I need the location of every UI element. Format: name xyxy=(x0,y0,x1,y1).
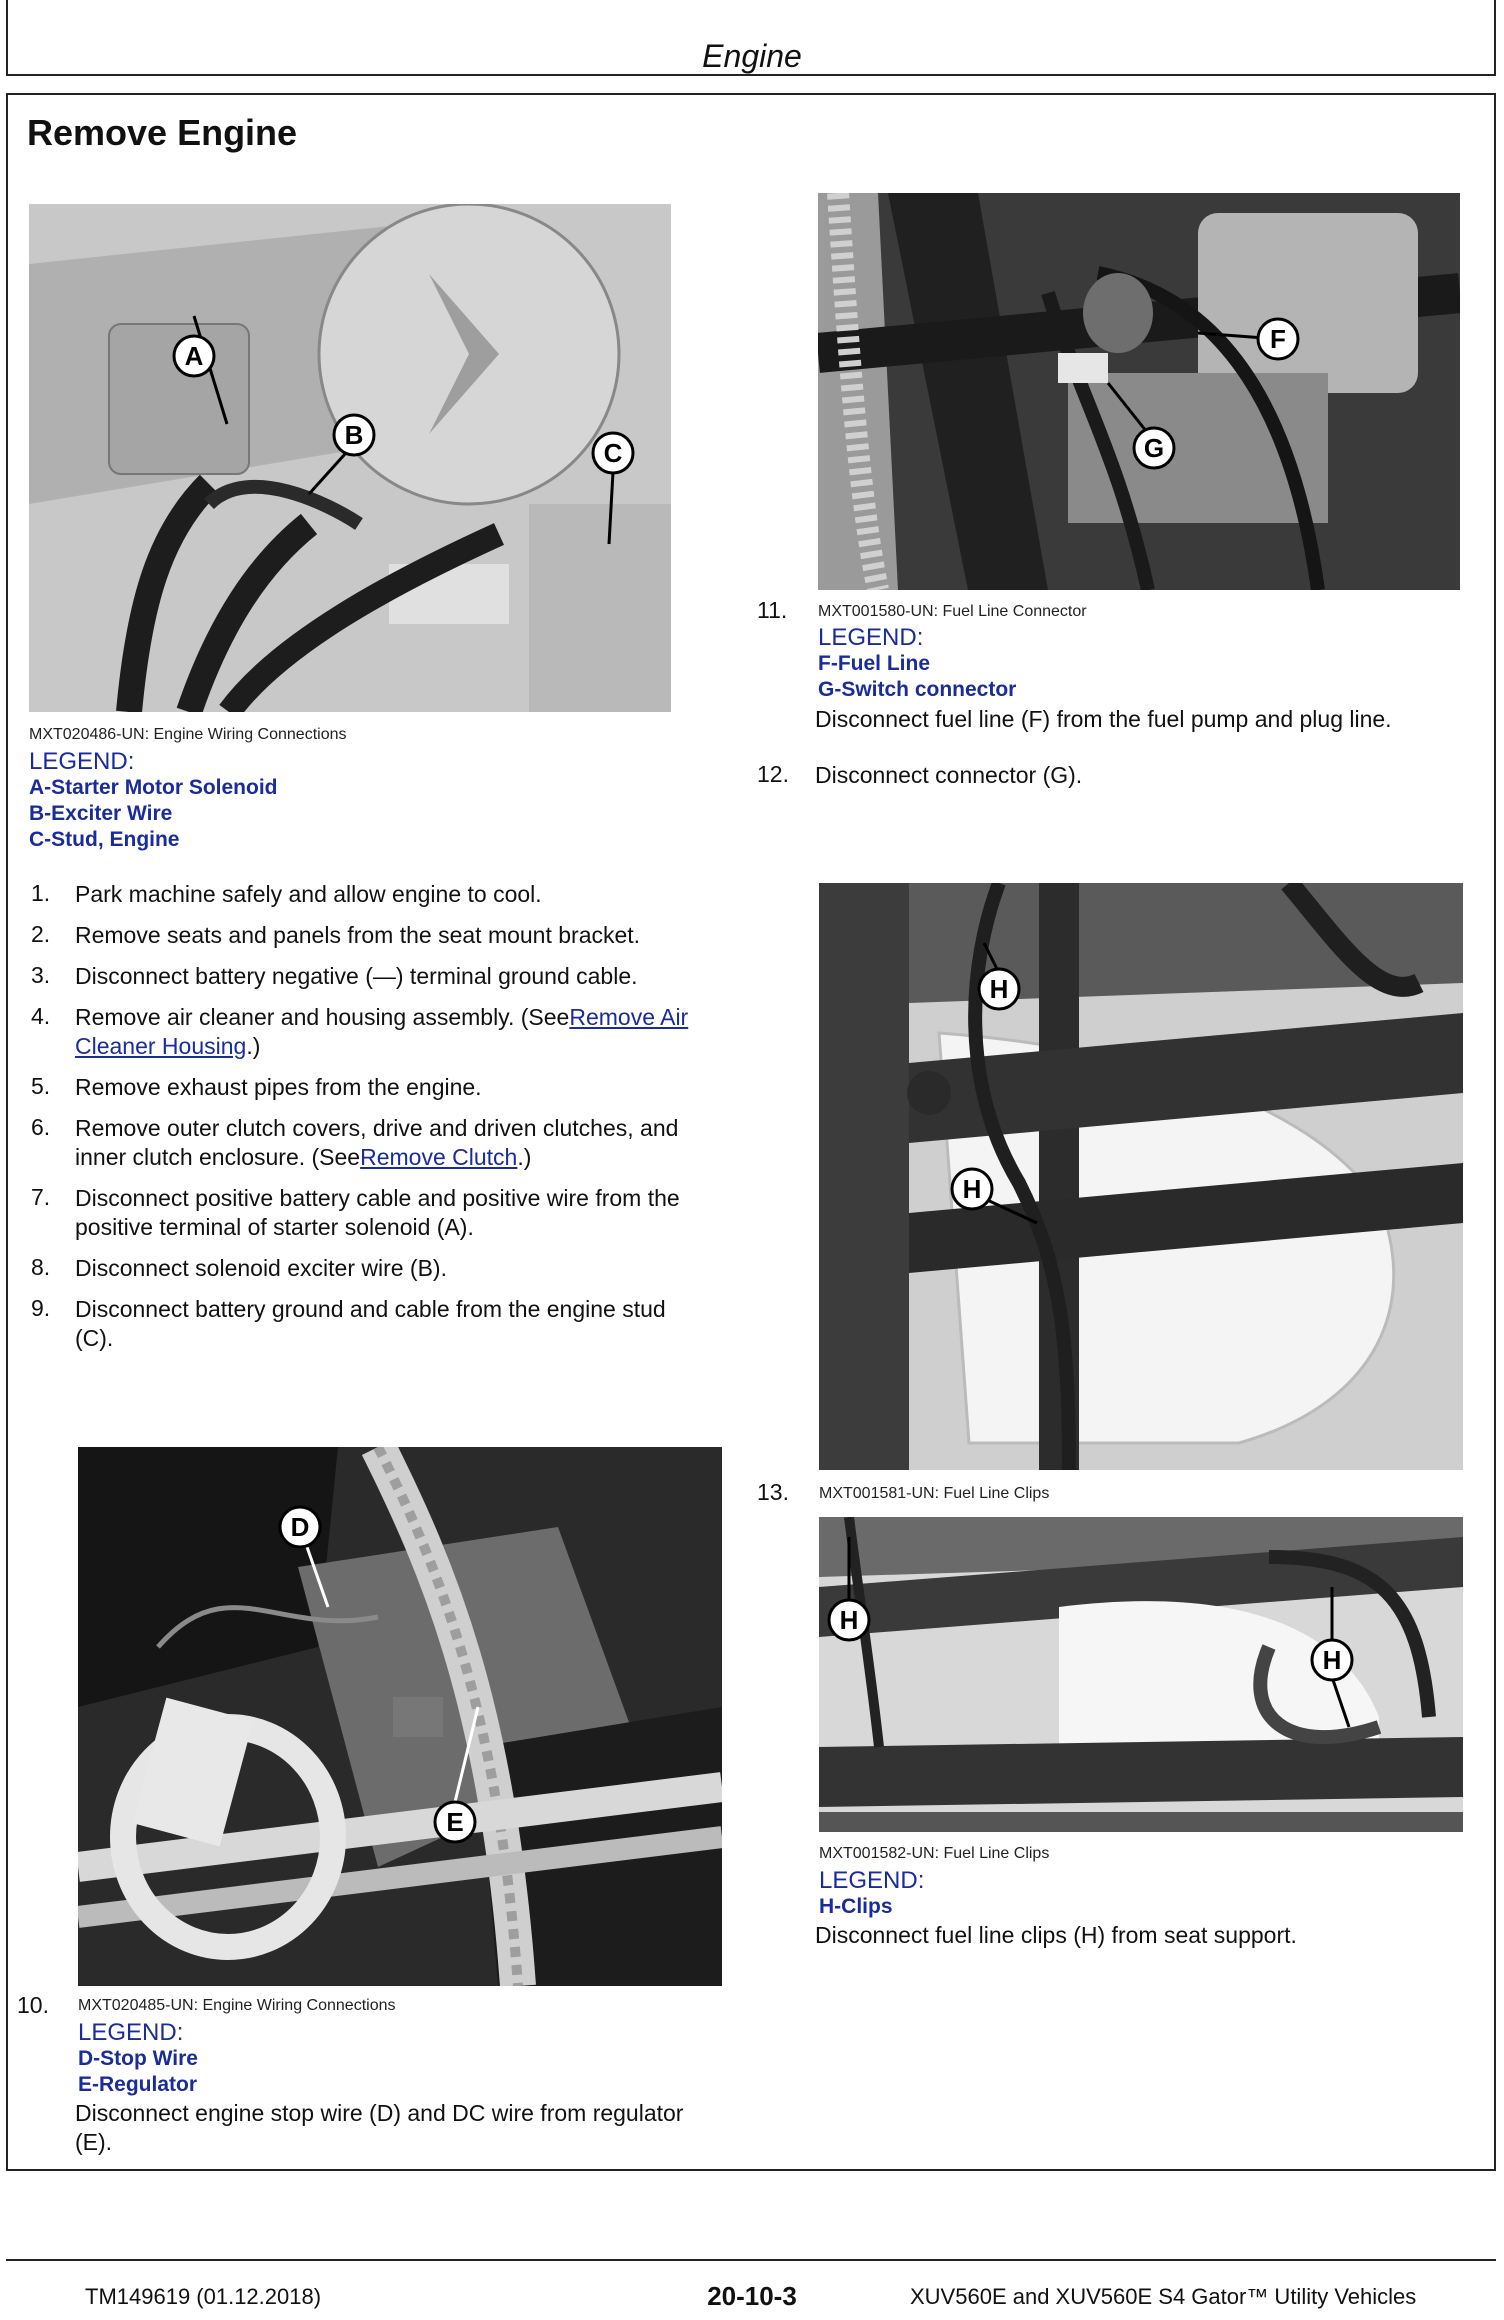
stop-wire-photo xyxy=(78,1447,722,1986)
step-7-line1: Disconnect positive battery cable and positive wire from the xyxy=(75,1185,680,1211)
step-5-num: 5. xyxy=(31,1073,51,1099)
callout-e: E xyxy=(446,1807,464,1837)
fig13-caption-id: MXT001581-UN: Fuel Line Clips xyxy=(819,1485,1050,1502)
step-8-text: Disconnect solenoid exciter wire (B). xyxy=(75,1255,447,1281)
footer-product-title: XUV560E and XUV560E S4 Gator™ Utility Vehicles xyxy=(910,2284,1417,2309)
step-4-num: 4. xyxy=(31,1003,51,1029)
remove-air-cleaner-link[interactable]: Remove Air xyxy=(569,1004,689,1030)
fig10-legend-d: D-Stop Wire xyxy=(78,2047,198,2070)
footer-page-number: 20-10-3 xyxy=(707,2281,797,2311)
header-title: Engine xyxy=(702,38,802,74)
step-12-text: Disconnect connector (G). xyxy=(815,762,1083,788)
step-3-text: Disconnect battery negative (—) terminal ground cable. xyxy=(75,963,638,989)
footer-document-id: TM149619 (01.12.2018) xyxy=(85,2284,322,2309)
step-6-text: inner clutch enclosure. (See xyxy=(75,1144,361,1170)
step-2-text: Remove seats and panels from the seat mount bracket. xyxy=(75,922,641,948)
step-6-line2 xyxy=(75,1143,531,1172)
callout-h-right: H xyxy=(1322,1645,1342,1675)
fuel-line-connector-photo xyxy=(818,193,1460,590)
step-11-num: 11. xyxy=(757,597,788,623)
engine-wiring-photo xyxy=(29,204,671,712)
step-11-text: Disconnect fuel line (F) from the fuel pump and plug line. xyxy=(815,706,1392,732)
step-4-line1 xyxy=(75,1003,688,1032)
fig11-legend-f: F-Fuel Line xyxy=(818,652,930,675)
step-5-text: Remove exhaust pipes from the engine. xyxy=(75,1074,482,1100)
fig14-caption-id: MXT001582-UN: Fuel Line Clips xyxy=(819,1845,1050,1862)
step-7-line2: positive terminal of starter solenoid (A). xyxy=(75,1214,474,1240)
callout-h-left: H xyxy=(839,1605,859,1635)
step-9-line1: Disconnect battery ground and cable from the engine stud xyxy=(75,1296,666,1322)
fig10-legend-title: LEGEND: xyxy=(78,2019,184,2046)
step-1-num: 1. xyxy=(31,880,51,906)
fuel-line-clips-photo xyxy=(819,883,1463,1470)
fig11-legend-g: G-Switch connector xyxy=(818,678,1017,701)
callout-a: A xyxy=(184,341,204,371)
step-7-num: 7. xyxy=(31,1184,51,1210)
step-12-num: 12. xyxy=(757,761,789,787)
step-4-text-after: .) xyxy=(246,1033,261,1059)
callout-h-upper: H xyxy=(989,974,1009,1004)
callout-g: G xyxy=(1143,433,1165,463)
fig11-legend-title: LEGEND: xyxy=(818,624,924,651)
section-title: Remove Engine xyxy=(27,112,298,153)
fig14-legend-h: H-Clips xyxy=(819,1895,893,1918)
step-10-num: 10. xyxy=(17,1992,49,2018)
step-10-line1: Disconnect engine stop wire (D) and DC wire from regulator xyxy=(75,2100,684,2126)
remove-clutch-link[interactable]: Remove Clutch xyxy=(360,1144,518,1170)
step-13-num: 13. xyxy=(757,1479,789,1505)
step-6-num: 6. xyxy=(31,1114,51,1140)
step-9-line2: (C). xyxy=(75,1325,114,1351)
step-4-text: Remove air cleaner and housing assembly. (See xyxy=(75,1004,570,1030)
fig10-legend-e: E-Regulator xyxy=(78,2073,198,2096)
fig1-legend-b: B-Exciter Wire xyxy=(29,802,173,825)
callout-b: B xyxy=(344,420,364,450)
fig14-text: Disconnect fuel line clips (H) from seat support. xyxy=(815,1922,1297,1948)
step-9-num: 9. xyxy=(31,1295,51,1321)
fig11-caption-id: MXT001580-UN: Fuel Line Connector xyxy=(818,603,1087,620)
callout-c: C xyxy=(603,438,623,468)
fig1-legend-a: A-Starter Motor Solenoid xyxy=(29,776,278,799)
seat-support-clips-photo xyxy=(819,1517,1463,1832)
callout-d: D xyxy=(290,1512,310,1542)
step-6-text-after: .) xyxy=(517,1144,532,1170)
fig1-caption-id: MXT020486-UN: Engine Wiring Connections xyxy=(29,726,347,743)
step-2-num: 2. xyxy=(31,921,51,947)
fig1-legend-c: C-Stud, Engine xyxy=(29,828,180,851)
step-4-line2 xyxy=(75,1032,260,1061)
step-10-line2: (E). xyxy=(75,2129,113,2155)
fig1-legend-title: LEGEND: xyxy=(29,748,135,775)
step-6-line1: Remove outer clutch covers, drive and driven clutches, and xyxy=(75,1115,679,1141)
step-1-text: Park machine safely and allow engine to cool. xyxy=(75,881,542,907)
fig10-caption-id: MXT020485-UN: Engine Wiring Connections xyxy=(78,1997,396,2014)
callout-h-lower: H xyxy=(962,1174,982,1204)
callout-f: F xyxy=(1270,324,1286,354)
step-3-num: 3. xyxy=(31,962,51,988)
footer-rule xyxy=(6,2259,1496,2261)
remove-air-cleaner-link-cont[interactable]: Cleaner Housing xyxy=(75,1033,247,1059)
step-8-num: 8. xyxy=(31,1254,51,1280)
fig14-legend-title: LEGEND: xyxy=(819,1867,925,1894)
